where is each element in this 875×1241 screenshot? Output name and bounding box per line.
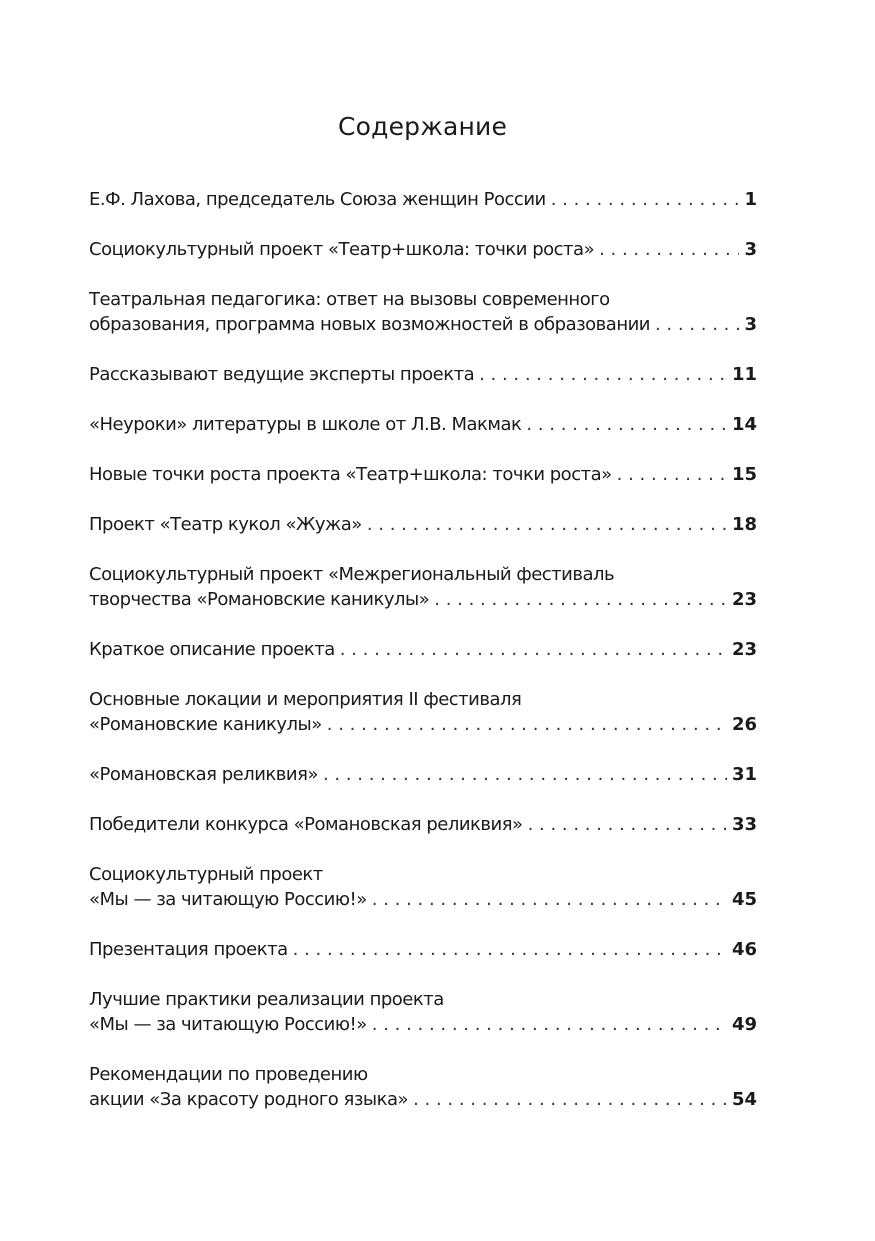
toc-entry[interactable] <box>89 462 757 487</box>
toc-entry[interactable] <box>89 412 757 437</box>
toc-entry-title-line: Социокультурный проект «Межрегиональный фестиваль <box>89 564 615 585</box>
toc-entry[interactable] <box>89 687 757 737</box>
toc-entry-row <box>89 237 757 262</box>
toc-page-number: 49 <box>731 1014 757 1035</box>
toc-entry-row <box>89 812 757 837</box>
dot-leader <box>526 412 727 437</box>
toc-page-number: 31 <box>731 764 757 785</box>
dot-leader <box>293 937 727 962</box>
toc-entry-title-line: Социокультурный проект <box>89 864 323 885</box>
dot-leader <box>372 1012 727 1037</box>
toc-page-number: 45 <box>731 889 757 910</box>
toc-entry-row <box>89 512 757 537</box>
toc-entry-title: «Романовская реликвия» <box>89 764 318 785</box>
toc-page-number: 11 <box>731 364 757 385</box>
toc-page-number: 33 <box>731 814 757 835</box>
toc-entry-row <box>89 887 757 912</box>
dot-leader <box>367 512 727 537</box>
dot-leader <box>599 237 739 262</box>
toc-entry-title: Победители конкурса «Романовская реликвия» <box>89 814 523 835</box>
toc-entry-title: Е.Ф. Лахова, председатель Союза женщин России <box>89 189 546 210</box>
toc-page-number: 23 <box>731 589 757 610</box>
toc-entry-title: Краткое описание проекта <box>89 639 335 660</box>
dot-leader <box>327 712 727 737</box>
toc-entry-row <box>89 637 757 662</box>
toc-entry-row <box>89 412 757 437</box>
toc-entry-row <box>89 187 757 212</box>
toc-entry-row <box>89 462 757 487</box>
page-title: Содержание <box>337 112 508 141</box>
toc-page-number: 26 <box>731 714 757 735</box>
toc-entry-title: «Мы — за читающую Россию!» <box>89 889 367 910</box>
toc-entry-title: Презентация проекта <box>89 939 288 960</box>
toc-entry-row <box>89 587 757 612</box>
dot-leader <box>551 187 740 212</box>
toc-entry-title: Рассказывают ведущие эксперты проекта <box>89 364 475 385</box>
toc-entry-row <box>89 712 757 737</box>
toc-entry[interactable] <box>89 1062 757 1112</box>
toc-entry-title-line: Лучшие практики реализации проекта <box>89 989 444 1010</box>
toc-entry[interactable] <box>89 937 757 962</box>
toc-entry[interactable] <box>89 862 757 912</box>
toc-entry-title-line: Основные локации и мероприятия II фестиваля <box>89 689 522 710</box>
toc-entry-title: Проект «Театр кукол «Жужа» <box>89 514 362 535</box>
toc-entry-title: «Мы — за читающую Россию!» <box>89 1014 367 1035</box>
toc-page-number: 1 <box>744 189 757 210</box>
toc-entry-title: «Романовские каникулы» <box>89 714 322 735</box>
dot-leader <box>528 812 727 837</box>
toc-page-number: 3 <box>744 314 757 335</box>
dot-leader <box>323 762 727 787</box>
dot-leader <box>340 637 727 662</box>
toc-entry-title: творчества «Романовские каникулы» <box>89 589 430 610</box>
toc-entry[interactable] <box>89 812 757 837</box>
toc-page-number: 46 <box>731 939 757 960</box>
toc-entry-row <box>89 762 757 787</box>
toc-entry-row <box>89 362 757 387</box>
toc-entry[interactable] <box>89 637 757 662</box>
dot-leader <box>655 312 739 337</box>
toc-entry-row <box>89 312 757 337</box>
toc-entry-title-line: Рекомендации по проведению <box>89 1064 368 1085</box>
table-of-contents <box>89 187 757 1137</box>
toc-entry[interactable] <box>89 237 757 262</box>
toc-page-number: 18 <box>731 514 757 535</box>
toc-page-number: 15 <box>731 464 757 485</box>
dot-leader <box>434 587 727 612</box>
dot-leader <box>479 362 727 387</box>
toc-page-number: 23 <box>731 639 757 660</box>
toc-entry[interactable] <box>89 562 757 612</box>
toc-entry[interactable] <box>89 987 757 1037</box>
toc-entry-title: Социокультурный проект «Театр+школа: точки роста» <box>89 239 595 260</box>
toc-entry-title: акции «За красоту родного языка» <box>89 1089 409 1110</box>
toc-entry-title: Новые точки роста проекта «Театр+школа: точки роста» <box>89 464 612 485</box>
dot-leader <box>617 462 727 487</box>
dot-leader <box>413 1087 727 1112</box>
toc-entry-row <box>89 1087 757 1112</box>
toc-entry-row <box>89 1012 757 1037</box>
toc-entry[interactable] <box>89 287 757 337</box>
toc-entry[interactable] <box>89 362 757 387</box>
toc-entry[interactable] <box>89 762 757 787</box>
dot-leader <box>372 887 727 912</box>
toc-page-number: 14 <box>731 414 757 435</box>
toc-entry-title-line: Театральная педагогика: ответ на вызовы современного <box>89 289 610 310</box>
toc-page-number: 3 <box>744 239 757 260</box>
toc-entry-title: «Неуроки» литературы в школе от Л.В. Макмак <box>89 414 522 435</box>
toc-entry-title: образования, программа новых возможностей в образовании <box>89 314 650 335</box>
toc-entry[interactable] <box>89 187 757 212</box>
toc-entry[interactable] <box>89 512 757 537</box>
toc-entry-row <box>89 937 757 962</box>
toc-page-number: 54 <box>731 1089 757 1110</box>
